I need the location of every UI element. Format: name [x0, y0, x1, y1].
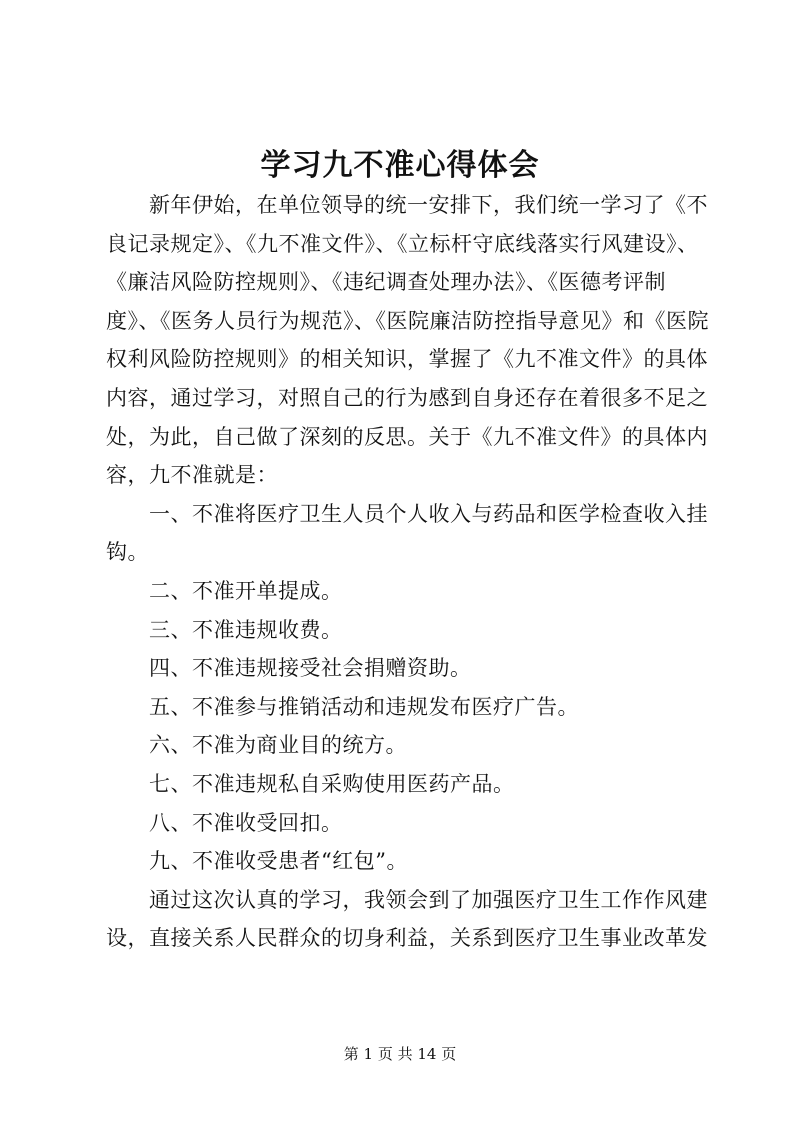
document-title: 学习九不准心得体会 [260, 148, 540, 183]
page-number-footer: 第 1 页 共 14 页 [343, 1045, 457, 1063]
document-body [106, 186, 710, 958]
rule-item-4: 四、不准违规接受社会捐赠资助。 [149, 656, 472, 681]
rule-item-2: 二、不准开单提成。 [149, 578, 343, 603]
rule-item-1: 一、不准将医疗卫生人员个人收入与药品和医学检查收入挂钩。 [106, 501, 708, 565]
rule-item-6: 六、不准为商业目的统方。 [149, 733, 407, 758]
rule-item-9: 九、不准收受患者“红包”。 [149, 849, 408, 874]
rule-item-7: 七、不准违规私自采购使用医药产品。 [149, 771, 515, 796]
rule-item-3: 三、不准违规收费。 [149, 617, 343, 642]
closing-paragraph: 通过这次认真的学习，我领会到了加强医疗卫生工作作风建设，直接关系人民群众的切身利益，关系到医疗卫生事业改革发 [106, 887, 708, 951]
rule-item-8: 八、不准收受回扣。 [149, 810, 343, 835]
rule-item-5: 五、不准参与推销活动和违规发布医疗广告。 [149, 694, 579, 719]
intro-paragraph: 新年伊始，在单位领导的统一安排下，我们统一学习了《不良记录规定》、《九不准文件》、《立标杆守底线落实行风建设》、《廉洁风险防控规则》、《违纪调查处理办法》、《医德考评制度》、《医务人员行为规范》、《医院廉洁防控指导意见》和《医院权利风险防控规则》的相关知识，掌握了《九不准文件》的具体内容，通过学习，对照自己的行为感到自身还存在着很多不足之处，为此，自己做了深刻的反思。关于《九不准文件》的具体内容，九不准就是： [106, 193, 709, 488]
